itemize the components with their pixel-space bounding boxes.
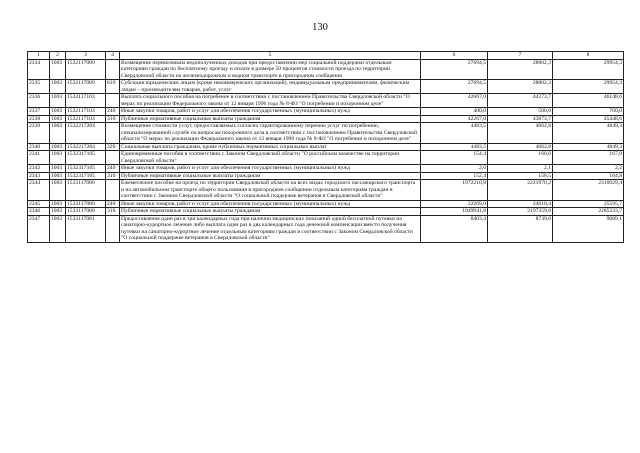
table-row bbox=[28, 60, 624, 80]
amount-col-8: 4849,3 bbox=[553, 143, 624, 150]
budget-table bbox=[27, 51, 624, 243]
expense-type-code: 240 bbox=[106, 108, 120, 115]
expense-type-code: 320 bbox=[106, 143, 120, 150]
target-article-code: 1532117089 bbox=[66, 60, 106, 80]
amount-col-8: 25595,7 bbox=[553, 200, 624, 207]
row-number: 2344 bbox=[28, 180, 50, 200]
table-row bbox=[28, 180, 624, 200]
amount-col-8: 9089,1 bbox=[553, 215, 624, 242]
amount-col-8: 46148,6 bbox=[553, 94, 624, 108]
row-number: 2334 bbox=[28, 60, 50, 80]
row-number: 2339 bbox=[28, 123, 50, 143]
amount-col-6: 1949941,8 bbox=[421, 208, 488, 215]
section-code: 1003 bbox=[50, 143, 66, 150]
item-description: Публичные нормативные социальные выплаты гражданам bbox=[120, 208, 421, 215]
amount-col-7: 4662,8 bbox=[488, 123, 553, 143]
header-cell: 7 bbox=[488, 52, 553, 60]
table-row bbox=[28, 143, 624, 150]
section-code: 1003 bbox=[50, 215, 66, 242]
table-row bbox=[28, 165, 624, 172]
row-number: 2343 bbox=[28, 172, 50, 179]
expense-type-code: 310 bbox=[106, 208, 120, 215]
section-code: 1003 bbox=[50, 60, 66, 80]
section-code: 1003 bbox=[50, 123, 66, 143]
item-description: Иные закупки товаров, работ и услуг для обеспечения государственных (муниципальных) нужд bbox=[120, 108, 421, 115]
item-description: Субсидии юридическим лицам (кроме некоммерческих организаций), индивидуальным предпринимателям, физическим лицам – производителям товаров, работ, услуг bbox=[120, 80, 421, 94]
expense-type-code: 310 bbox=[106, 115, 120, 122]
item-description: Возмещение перевозчикам недополученных доходов при предоставлении мер социальной поддержки отдельным категориям граждан по бесплатному проезду и оплате в размере 50 процентов стоимости проезда по территории Свердловской области на железнодорожном и водном транспорте в пригородном сообщении bbox=[120, 60, 421, 80]
amount-col-6: 4483,5 bbox=[421, 123, 488, 143]
amount-col-7: 158,5 bbox=[488, 172, 553, 179]
amount-col-6: 1972210,8 bbox=[421, 180, 488, 200]
expense-type-code: 240 bbox=[106, 200, 120, 207]
table-row bbox=[28, 172, 624, 179]
amount-col-6: 22269,0 bbox=[421, 200, 488, 207]
target-article-code: 1532317105 bbox=[66, 172, 106, 179]
table-row bbox=[28, 200, 624, 207]
target-article-code: 1532217204 bbox=[66, 123, 106, 143]
amount-col-8: 2,2 bbox=[553, 165, 624, 172]
expense-type-code: 310 bbox=[106, 172, 120, 179]
amount-col-6: 42667,0 bbox=[421, 94, 488, 108]
amount-col-6: 400,0 bbox=[421, 108, 488, 115]
row-number: 2345 bbox=[28, 200, 50, 207]
amount-col-7: 43873,7 bbox=[488, 115, 553, 122]
table-row bbox=[28, 123, 624, 143]
item-description: Выплата социального пособия на погребение в соответствии с постановлением Правительства Свердловской области "О мерах по реализации Федерального закона от 12 января 1996 года № 8-ФЗ "О погребении и похоронном деле" bbox=[120, 94, 421, 108]
header-cell: 5 bbox=[120, 52, 421, 60]
table-row bbox=[28, 80, 624, 94]
table-row bbox=[28, 94, 624, 108]
amount-col-6: 2,0 bbox=[421, 165, 488, 172]
amount-col-6: 27694,5 bbox=[421, 80, 488, 94]
amount-col-7: 2197359,8 bbox=[488, 208, 553, 215]
row-number: 2347 bbox=[28, 215, 50, 242]
amount-col-7: 4662,8 bbox=[488, 143, 553, 150]
table-row bbox=[28, 208, 624, 215]
expense-type-code: 240 bbox=[106, 165, 120, 172]
section-code: 1003 bbox=[50, 94, 66, 108]
amount-col-7: 2221970,2 bbox=[488, 180, 553, 200]
target-article-code: 1533117080 bbox=[66, 180, 106, 200]
amount-col-7: 44373,7 bbox=[488, 94, 553, 108]
target-article-code: 1532117103 bbox=[66, 94, 106, 108]
item-description: Ежемесячное пособие на проезд по территории Свердловской области на всех видах городского пассажирского транспорта и на автомобильном транспорте общего пользования в пригородном сообщении отдельным категориям граждан в соответствии с Законом Свердловской области "О социальной поддержке ветеранов в Свердловской области" bbox=[120, 180, 421, 200]
amount-col-7: 2,1 bbox=[488, 165, 553, 172]
amount-col-8: 164,8 bbox=[553, 172, 624, 179]
section-code: 1003 bbox=[50, 172, 66, 179]
item-description: Публичные нормативные социальные выплаты гражданам bbox=[120, 172, 421, 179]
row-number: 2341 bbox=[28, 151, 50, 165]
page-number: 130 bbox=[312, 22, 328, 33]
target-article-code: 1532117103 bbox=[66, 108, 106, 115]
amount-col-8: 29954,3 bbox=[553, 60, 624, 80]
expense-type-code bbox=[106, 180, 120, 200]
row-number: 2342 bbox=[28, 165, 50, 172]
amount-col-6: 8403,4 bbox=[421, 215, 488, 242]
section-code: 1003 bbox=[50, 165, 66, 172]
table-row bbox=[28, 215, 624, 242]
row-number: 2335 bbox=[28, 80, 50, 94]
item-description: Предоставление один раз в три календарных года при наличии медицинских показаний одной бесплатной путевки на санаторно-курортное лечение либо выплата один раз в два календарных года денежной компенсации вместо получения путевки на санаторно-курортное лечение отдельным категориям граждан в соответствии с Законом Свердловской области "О социальной поддержке ветеранов в Свердловской области" bbox=[120, 215, 421, 242]
amount-col-6: 27694,5 bbox=[421, 60, 488, 80]
target-article-code: 1532217204 bbox=[66, 143, 106, 150]
header-cell: 6 bbox=[421, 52, 488, 60]
amount-col-8: 4849,3 bbox=[553, 123, 624, 143]
amount-col-7: 28802,3 bbox=[488, 60, 553, 80]
table-row bbox=[28, 151, 624, 165]
target-article-code: 1533117080 bbox=[66, 208, 106, 215]
header-cell: 3 bbox=[66, 52, 106, 60]
amount-col-6: 154,4 bbox=[421, 151, 488, 165]
item-description: Иные закупки товаров, работ и услуг для обеспечения государственных (муниципальных) нужд bbox=[120, 165, 421, 172]
target-article-code: 1533117081 bbox=[66, 215, 106, 242]
amount-col-8: 700,0 bbox=[553, 108, 624, 115]
section-code: 1003 bbox=[50, 108, 66, 115]
section-code: 1003 bbox=[50, 200, 66, 207]
item-description: Возмещение стоимости услуг, предоставляемых согласно гарантированному перечню услуг по погребению, специализированной службе по вопросам похоронного дела в соответствии с постановлением Правительства Свердловской области "О мерах по реализации Федерального закона от 12 января 1996 года № 8-ФЗ "О погребении и похоронном деле" bbox=[120, 123, 421, 143]
section-code: 1003 bbox=[50, 151, 66, 165]
target-article-code: 1532117089 bbox=[66, 80, 106, 94]
table-row bbox=[28, 108, 624, 115]
table-row bbox=[28, 115, 624, 122]
item-description: Иные закупки товаров, работ и услуг для обеспечения государственных (муниципальных) нужд bbox=[120, 200, 421, 207]
header-cell: 4 bbox=[106, 52, 120, 60]
target-article-code: 1532317105 bbox=[66, 151, 106, 165]
expense-type-code bbox=[106, 94, 120, 108]
row-number: 2337 bbox=[28, 108, 50, 115]
row-number: 2340 bbox=[28, 143, 50, 150]
amount-col-6: 152,4 bbox=[421, 172, 488, 179]
item-description: Публичные нормативные социальные выплаты гражданам bbox=[120, 115, 421, 122]
section-code: 1003 bbox=[50, 80, 66, 94]
expense-type-code bbox=[106, 123, 120, 143]
amount-col-8: 2310929,4 bbox=[553, 180, 624, 200]
target-article-code: 1532317105 bbox=[66, 165, 106, 172]
expense-type-code: 810 bbox=[106, 80, 120, 94]
item-description: Социальные выплаты гражданам, кроме публичных нормативных социальных выплат bbox=[120, 143, 421, 150]
header-row bbox=[28, 52, 624, 60]
row-number: 2338 bbox=[28, 115, 50, 122]
expense-type-code bbox=[106, 151, 120, 165]
expense-type-code bbox=[106, 60, 120, 80]
header-cell: 1 bbox=[28, 52, 50, 60]
amount-col-6: 4483,5 bbox=[421, 143, 488, 150]
amount-col-6: 42267,0 bbox=[421, 115, 488, 122]
target-article-code: 1533117080 bbox=[66, 200, 106, 207]
section-code: 1003 bbox=[50, 208, 66, 215]
amount-col-7: 500,0 bbox=[488, 108, 553, 115]
section-code: 1003 bbox=[50, 180, 66, 200]
row-number: 2336 bbox=[28, 94, 50, 108]
expense-type-code bbox=[106, 215, 120, 242]
header-cell: 2 bbox=[50, 52, 66, 60]
row-number: 2346 bbox=[28, 208, 50, 215]
amount-col-7: 28802,3 bbox=[488, 80, 553, 94]
section-code: 1003 bbox=[50, 115, 66, 122]
target-article-code: 1532117103 bbox=[66, 115, 106, 122]
amount-col-8: 167,0 bbox=[553, 151, 624, 165]
amount-col-7: 8739,6 bbox=[488, 215, 553, 242]
amount-col-7: 160,6 bbox=[488, 151, 553, 165]
amount-col-7: 24610,4 bbox=[488, 200, 553, 207]
amount-col-8: 29954,3 bbox=[553, 80, 624, 94]
amount-col-8: 2285333,7 bbox=[553, 208, 624, 215]
amount-col-8: 45448,6 bbox=[553, 115, 624, 122]
item-description: Единовременные пособия в соответствии с Законом Свердловской области "О российском казачестве на территории Свердловской области" bbox=[120, 151, 421, 165]
header-cell: 8 bbox=[553, 52, 624, 60]
